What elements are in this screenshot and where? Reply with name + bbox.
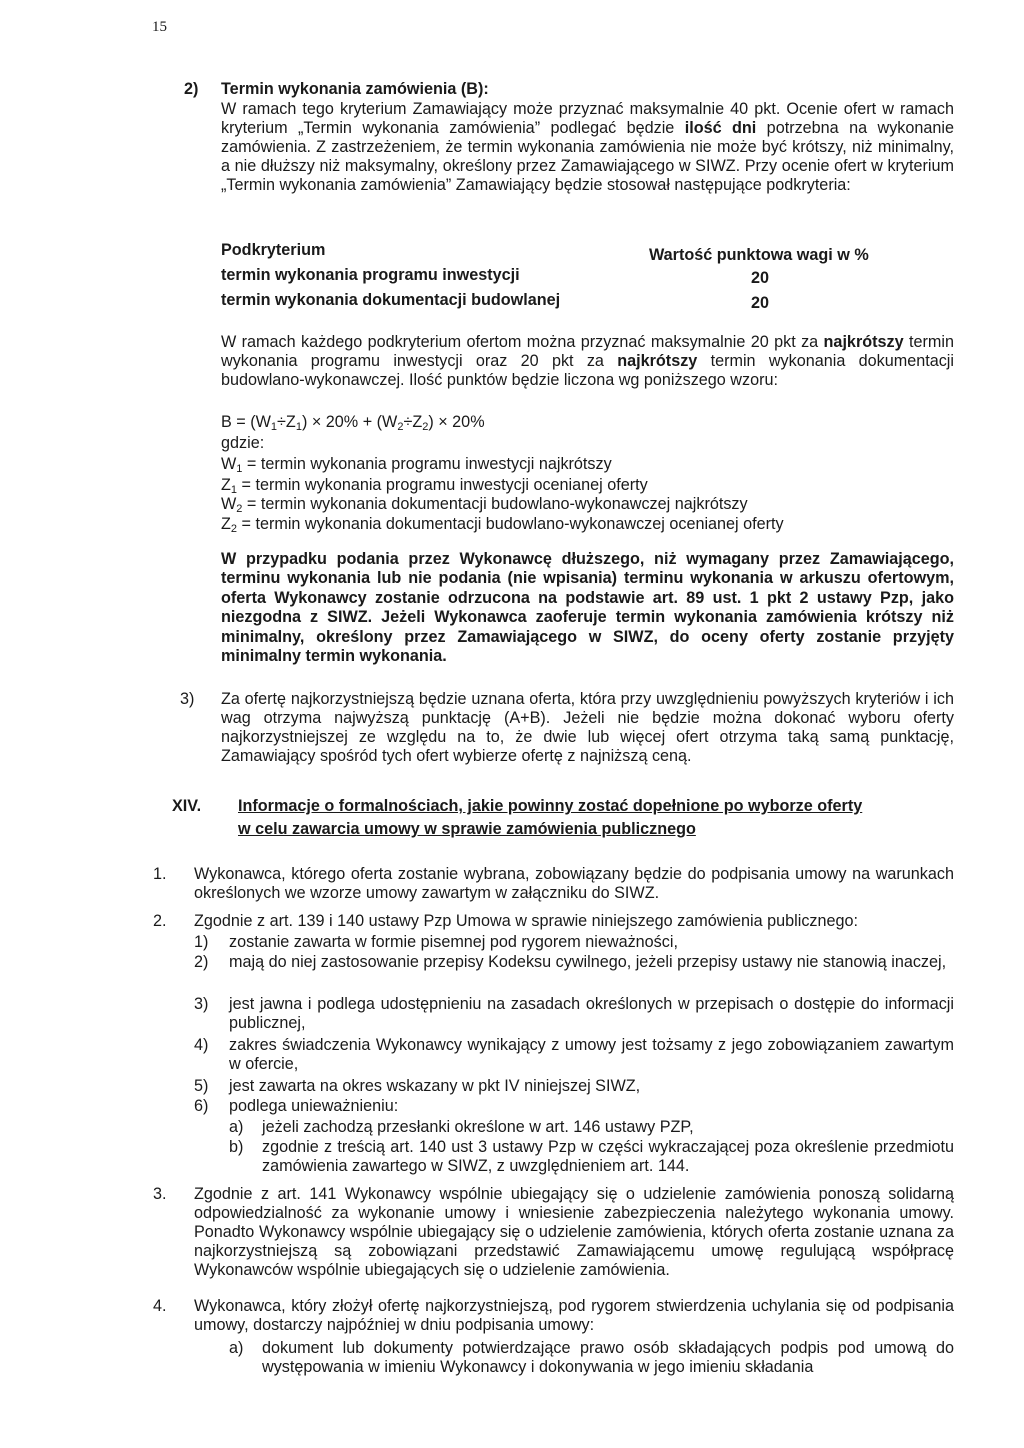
sub-item: zostanie zawarta w formie pisemnej pod rygorem nieważności, [229, 933, 678, 951]
sub-item-number: 6) [194, 1097, 209, 1115]
formula-definition: $Z_1 = termin$ wykonania programu inwestycji ocenianej oferty [221, 476, 648, 496]
criterion-intro: W ramach tego kryterium Zamawiający może przyznać maksymalnie 40 pkt. Ocenie ofert w ramach kryterium „Termin wykonania zamówienia” podlegać będzie ilość dni potrzebna na wykonanie zamówienia. Z zastrzeżeniem, że termin wykonania zamówienia nie może być krótszy, niż minimalny, a nie dłuższy niż maksymalny, określony przez Zamawiającego w SIWZ. Przy ocenie ofert w kryterium „Termin wykonania zamówienia” Zamawiający będzie stosował następujące podkryteria: [221, 100, 954, 194]
sub-item: jest jawna i podlega udostępnieniu na zasadach określonych w przepisach o dostępie do informacji publicznej, [229, 995, 954, 1032]
sub-item: podlega unieważnieniu: [229, 1097, 399, 1115]
formula: $B = (W_1\div Z_1) \times 20\% + (W_2\div Z_2) \times 20\%$ [221, 413, 485, 433]
letter-item: jeżeli zachodzą przesłanki określone w art. 146 ustawy PZP, [262, 1118, 694, 1136]
list-item-number: 1. [153, 865, 167, 883]
letter-item-number: a) [229, 1339, 244, 1357]
points-paragraph: W ramach każdego podkryterium ofertom można przyznać maksymalnie 20 pkt za najkrótszy termin wykonania programu inwestycji oraz 20 pkt za najkrótszy termin wykonania dokumentacji budowlano-wykonawczej. Ilość punktów będzie liczona wg poniższego wzoru: [221, 333, 954, 389]
letter-item: zgodnie z treścią art. 140 ust 3 ustawy Pzp w części wykraczającej poza określenie przedmiotu zamówienia zawartego w SIWZ, z uwzględnieniem art. 144. [262, 1138, 954, 1175]
section-heading-line1: Informacje o formalnościach, jakie powinny zostać dopełnione po wyborze oferty [238, 797, 863, 815]
subcriterion-value: 20 [751, 294, 770, 312]
list-item-4: Wykonawca, który złożył ofertę najkorzystniejszą, pod rygorem stwierdzenia uchylania się od podpisania umowy, dostarczy najpóźniej w dniu podpisania umowy: [194, 1297, 954, 1334]
letter-item-number: b) [229, 1138, 244, 1156]
rejection-warning: W przypadku podania przez Wykonawcę dłuższego, niż wymagany przez Zamawiającego, terminu wykonania lub nie podania (nie wpisania) terminu wykonania w arkuszu ofertowym, oferta Wykonawcy zostanie odrzucona na podstawie art. 89 ust. 1 pkt 2 ustawy Pzp, jako niezgodna z SIWZ. Jeżeli Wykonawca zaoferuje termin wykonania zamówienia krótszy niż minimalny, określony przez Zamawiającego w SIWZ, do oceny oferty zostanie przyjęty minimalny termin wykonania. [221, 550, 954, 666]
sub-item: mają do niej zastosowanie przepisy Kodeksu cywilnego, jeżeli przepisy ustawy nie stanowią inaczej, [229, 953, 947, 971]
subcriterion-value: 20 [751, 269, 770, 287]
list-item-number: 2. [153, 912, 167, 930]
sub-item: jest zawarta na okres wskazany w pkt IV niniejszej SIWZ, [229, 1077, 641, 1095]
sub-item: zakres świadczenia Wykonawcy wynikający z umowy jest tożsamy z jego zobowiązaniem zawartym w ofercie, [229, 1036, 954, 1073]
sub-item-number: 3) [194, 995, 209, 1013]
subcriterion-name: termin wykonania dokumentacji budowlanej [221, 291, 561, 309]
formula-definition: $W_2 = termin$ wykonania dokumentacji budowlano-wykonawczej najkrótszy [221, 495, 748, 515]
list-item-2: Zgodnie z art. 139 i 140 ustawy Pzp Umowa w sprawie niniejszego zamówienia publicznego: [194, 912, 859, 930]
list-item-number: 4. [153, 1297, 167, 1315]
letter-item-number: a) [229, 1118, 244, 1136]
item3-number: 3) [180, 690, 195, 708]
sub-item-number: 2) [194, 953, 209, 971]
list-item-number: 3. [153, 1185, 167, 1203]
subcriteria-table [221, 241, 881, 311]
formula-definition: $Z_2 = termin$ wykonania dokumentacji budowlano-wykonawczej ocenianej oferty [221, 515, 784, 535]
sub-item-number: 1) [194, 933, 209, 951]
section-number: XIV. [172, 797, 202, 815]
criterion-title: Termin wykonania zamówienia (B): [221, 80, 489, 98]
sub-item-number: 4) [194, 1036, 209, 1054]
table-row [221, 266, 881, 285]
item3-text: Za ofertę najkorzystniejszą będzie uznana oferta, która przy uwzględnieniu powyższych kryteriów i ich wag otrzyma najwyższą punktację (A+B). Jeżeli nie będzie można dokonać wyboru oferty najkorzystniejszej ze względu na to, że dwie lub więcej ofert otrzyma taką samą punktację, Zamawiający spośród tych ofert wybierze ofertę z najniższą ceną. [221, 690, 954, 765]
list-item-1: Wykonawca, którego oferta zostanie wybrana, zobowiązany będzie do podpisania umowy na warunkach określonych we wzorze umowy zawartym w załączniku do SIWZ. [194, 865, 954, 902]
formula-definition: $W_1 = termin$ wykonania programu inwestycji najkrótszy [221, 455, 612, 475]
subcriteria-header [221, 241, 881, 264]
section-heading-line2: w celu zawarcia umowy w sprawie zamówienia publicznego [238, 820, 696, 838]
criterion-number: 2) [184, 80, 199, 98]
formula-where: gdzie: [221, 434, 265, 452]
header-weight: Wartość punktowa wagi w % [649, 246, 869, 264]
table-row [221, 291, 881, 310]
list-item-3: Zgodnie z art. 141 Wykonawcy wspólnie ubiegający się o udzielenie zamówienia ponoszą solidarną odpowiedzialność za wykonanie umowy i wniesienie zabezpieczenia należytego wykonania umowy. Ponadto Wykonawcy wspólnie ubiegający się o udzielenie zamówienia, których oferta zostanie uznana za najkorzystniejszą są zobowiązani przedstawić Zamawiającemu umowę regulującą współpracę Wykonawców wspólnie ubiegających się o udzielenie zamówienia. [194, 1185, 954, 1279]
page-number: 15 [152, 19, 167, 35]
sub-item-number: 5) [194, 1077, 209, 1095]
header-subcriterion: Podkryterium [221, 241, 326, 259]
letter-item: dokument lub dokumenty potwierdzające prawo osób składających podpis pod umową do występowania w imieniu Wykonawcy i dokonywania w jego imieniu składania [262, 1339, 954, 1376]
subcriterion-name: termin wykonania programu inwestycji [221, 266, 520, 284]
